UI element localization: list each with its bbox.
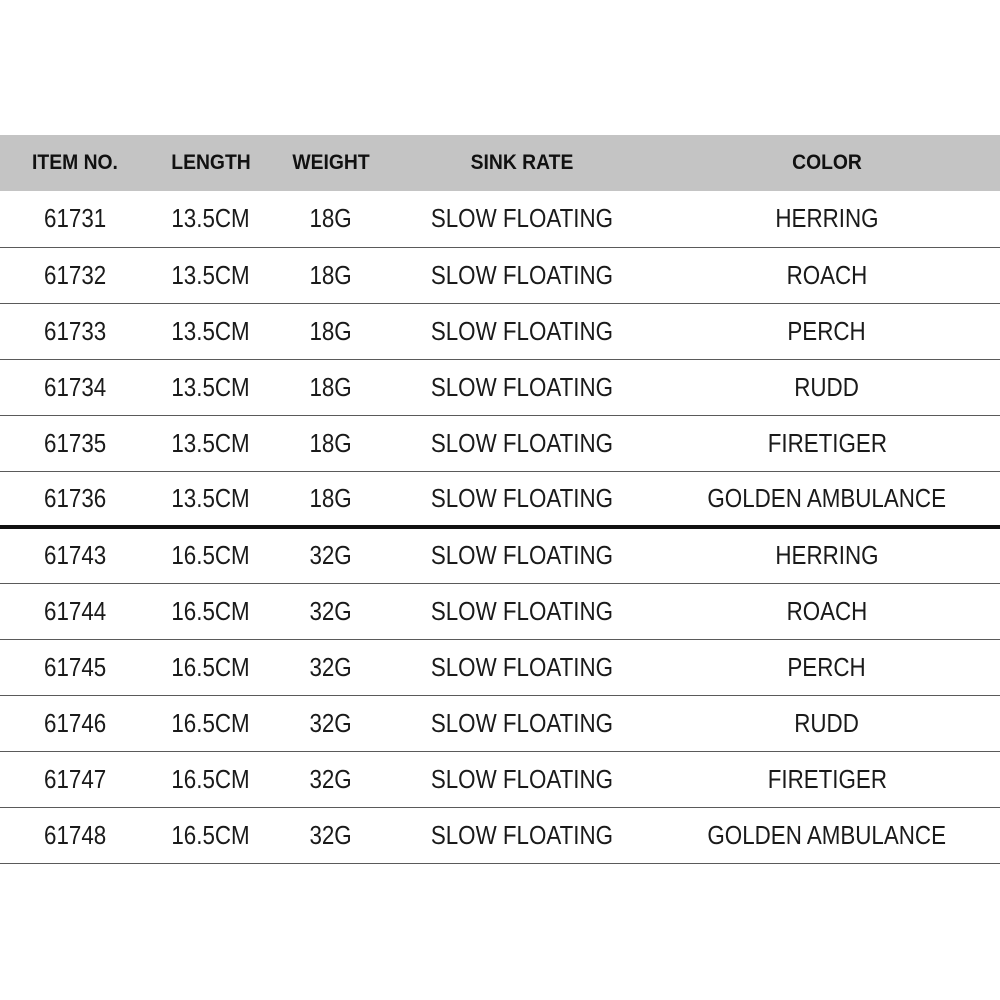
sink-rate-cell-text: SLOW FLOATING (430, 819, 614, 850)
color-cell (654, 695, 1000, 751)
table-row (0, 527, 1000, 583)
item-no-cell (0, 807, 150, 863)
sink-rate-cell-text: SLOW FLOATING (430, 259, 614, 290)
sink-rate-cell (390, 639, 654, 695)
sink-rate-cell (390, 527, 654, 583)
weight-cell-text: 18G (309, 315, 353, 346)
table-row (0, 191, 1000, 247)
length-cell-text: 13.5CM (171, 371, 251, 402)
table-body (0, 191, 1000, 863)
table-header (0, 135, 1000, 191)
sink-rate-cell (390, 807, 654, 863)
sink-rate-cell (390, 751, 654, 807)
sink-rate-cell (390, 695, 654, 751)
weight-cell-text: 18G (309, 427, 353, 458)
color-cell-text: GOLDEN AMBULANCE (707, 482, 947, 513)
weight-cell (272, 583, 390, 639)
item-no-cell (0, 527, 150, 583)
length-cell (150, 359, 272, 415)
color-cell-text: RUDD (794, 371, 860, 402)
weight-cell (272, 359, 390, 415)
table-row (0, 751, 1000, 807)
weight-cell (272, 527, 390, 583)
color-cell (654, 751, 1000, 807)
sink-rate-cell (390, 415, 654, 471)
weight-cell-text: 32G (309, 540, 353, 571)
color-cell (654, 471, 1000, 527)
sink-rate-cell (390, 583, 654, 639)
color-cell-text: PERCH (787, 315, 867, 346)
length-cell-text: 16.5CM (171, 763, 251, 794)
item-no-cell (0, 583, 150, 639)
length-cell-text: 16.5CM (171, 707, 251, 738)
length-cell (150, 751, 272, 807)
item-no-cell-text: 61743 (43, 540, 107, 571)
item-no-cell (0, 191, 150, 247)
sink-rate-cell-text: SLOW FLOATING (430, 203, 614, 234)
sink-rate-cell (390, 303, 654, 359)
weight-cell (272, 471, 390, 527)
color-cell-text: ROACH (786, 259, 868, 290)
weight-cell (272, 415, 390, 471)
color-cell (654, 527, 1000, 583)
color-cell (654, 191, 1000, 247)
weight-cell (272, 639, 390, 695)
weight-cell (272, 191, 390, 247)
header-sink-rate: SINK RATE (470, 151, 574, 174)
header-weight: WEIGHT (292, 151, 370, 174)
weight-cell-text: 32G (309, 595, 353, 626)
item-no-cell-text: 61748 (43, 819, 107, 850)
item-no-cell-text: 61732 (43, 259, 107, 290)
length-cell (150, 303, 272, 359)
length-cell-text: 16.5CM (171, 651, 251, 682)
color-cell-text: FIRETIGER (767, 763, 887, 794)
table-row (0, 471, 1000, 527)
sink-rate-cell (390, 359, 654, 415)
table-row (0, 807, 1000, 863)
sink-rate-cell (390, 247, 654, 303)
length-cell (150, 415, 272, 471)
header-length: LENGTH (171, 151, 251, 174)
item-no-cell (0, 415, 150, 471)
item-no-cell (0, 751, 150, 807)
sink-rate-cell-text: SLOW FLOATING (430, 595, 614, 626)
item-no-cell-text: 61731 (43, 203, 107, 234)
item-no-cell (0, 639, 150, 695)
sink-rate-cell-text: SLOW FLOATING (430, 651, 614, 682)
color-cell (654, 303, 1000, 359)
sink-rate-cell-text: SLOW FLOATING (430, 707, 614, 738)
item-no-cell (0, 359, 150, 415)
item-no-cell-text: 61735 (43, 427, 107, 458)
color-cell-text: RUDD (794, 707, 860, 738)
weight-cell (272, 751, 390, 807)
weight-cell-text: 32G (309, 651, 353, 682)
length-cell (150, 695, 272, 751)
length-cell-text: 13.5CM (171, 482, 251, 513)
item-no-cell (0, 695, 150, 751)
weight-cell-text: 18G (309, 482, 353, 513)
color-cell-text: ROACH (786, 595, 868, 626)
weight-cell (272, 247, 390, 303)
weight-cell-text: 32G (309, 707, 353, 738)
length-cell-text: 13.5CM (171, 203, 251, 234)
item-no-cell (0, 471, 150, 527)
sink-rate-cell (390, 191, 654, 247)
sink-rate-cell-text: SLOW FLOATING (430, 763, 614, 794)
color-cell-text: HERRING (775, 203, 879, 234)
table-row (0, 695, 1000, 751)
length-cell (150, 807, 272, 863)
table-row (0, 359, 1000, 415)
sink-rate-cell-text: SLOW FLOATING (430, 371, 614, 402)
table-row (0, 247, 1000, 303)
length-cell-text: 13.5CM (171, 259, 251, 290)
item-no-cell-text: 61745 (43, 651, 107, 682)
item-no-cell-text: 61733 (43, 315, 107, 346)
color-cell (654, 583, 1000, 639)
length-cell-text: 13.5CM (171, 315, 251, 346)
color-cell-text: PERCH (787, 651, 867, 682)
table-row (0, 639, 1000, 695)
weight-cell-text: 18G (309, 371, 353, 402)
color-cell (654, 359, 1000, 415)
table-row (0, 583, 1000, 639)
weight-cell (272, 807, 390, 863)
color-cell (654, 807, 1000, 863)
weight-cell-text: 32G (309, 763, 353, 794)
color-cell-text: GOLDEN AMBULANCE (707, 819, 947, 850)
length-cell (150, 527, 272, 583)
sink-rate-cell-text: SLOW FLOATING (430, 427, 614, 458)
sink-rate-cell-text: SLOW FLOATING (430, 540, 614, 571)
color-cell (654, 639, 1000, 695)
header-row (0, 135, 1000, 191)
item-no-cell-text: 61746 (43, 707, 107, 738)
item-no-cell-text: 61744 (43, 595, 107, 626)
table-row (0, 303, 1000, 359)
item-no-cell-text: 61734 (43, 371, 107, 402)
header-color: COLOR (792, 151, 862, 174)
sink-rate-cell (390, 471, 654, 527)
length-cell-text: 16.5CM (171, 819, 251, 850)
item-no-cell-text: 61736 (43, 482, 107, 513)
length-cell-text: 16.5CM (171, 595, 251, 626)
weight-cell (272, 695, 390, 751)
item-no-cell (0, 247, 150, 303)
sink-rate-cell-text: SLOW FLOATING (430, 315, 614, 346)
length-cell (150, 191, 272, 247)
length-cell (150, 583, 272, 639)
color-cell-text: FIRETIGER (767, 427, 887, 458)
weight-cell-text: 18G (309, 259, 353, 290)
item-no-cell-text: 61747 (43, 763, 107, 794)
table-row (0, 415, 1000, 471)
weight-cell (272, 303, 390, 359)
weight-cell-text: 32G (309, 819, 353, 850)
length-cell (150, 247, 272, 303)
color-cell (654, 247, 1000, 303)
length-cell (150, 639, 272, 695)
length-cell-text: 13.5CM (171, 427, 251, 458)
length-cell (150, 471, 272, 527)
color-cell (654, 415, 1000, 471)
header-item-no: ITEM NO. (32, 151, 118, 174)
weight-cell-text: 18G (309, 203, 353, 234)
item-no-cell (0, 303, 150, 359)
sink-rate-cell-text: SLOW FLOATING (430, 482, 614, 513)
length-cell-text: 16.5CM (171, 540, 251, 571)
color-cell-text: HERRING (775, 540, 879, 571)
product-spec-table (0, 135, 1000, 864)
